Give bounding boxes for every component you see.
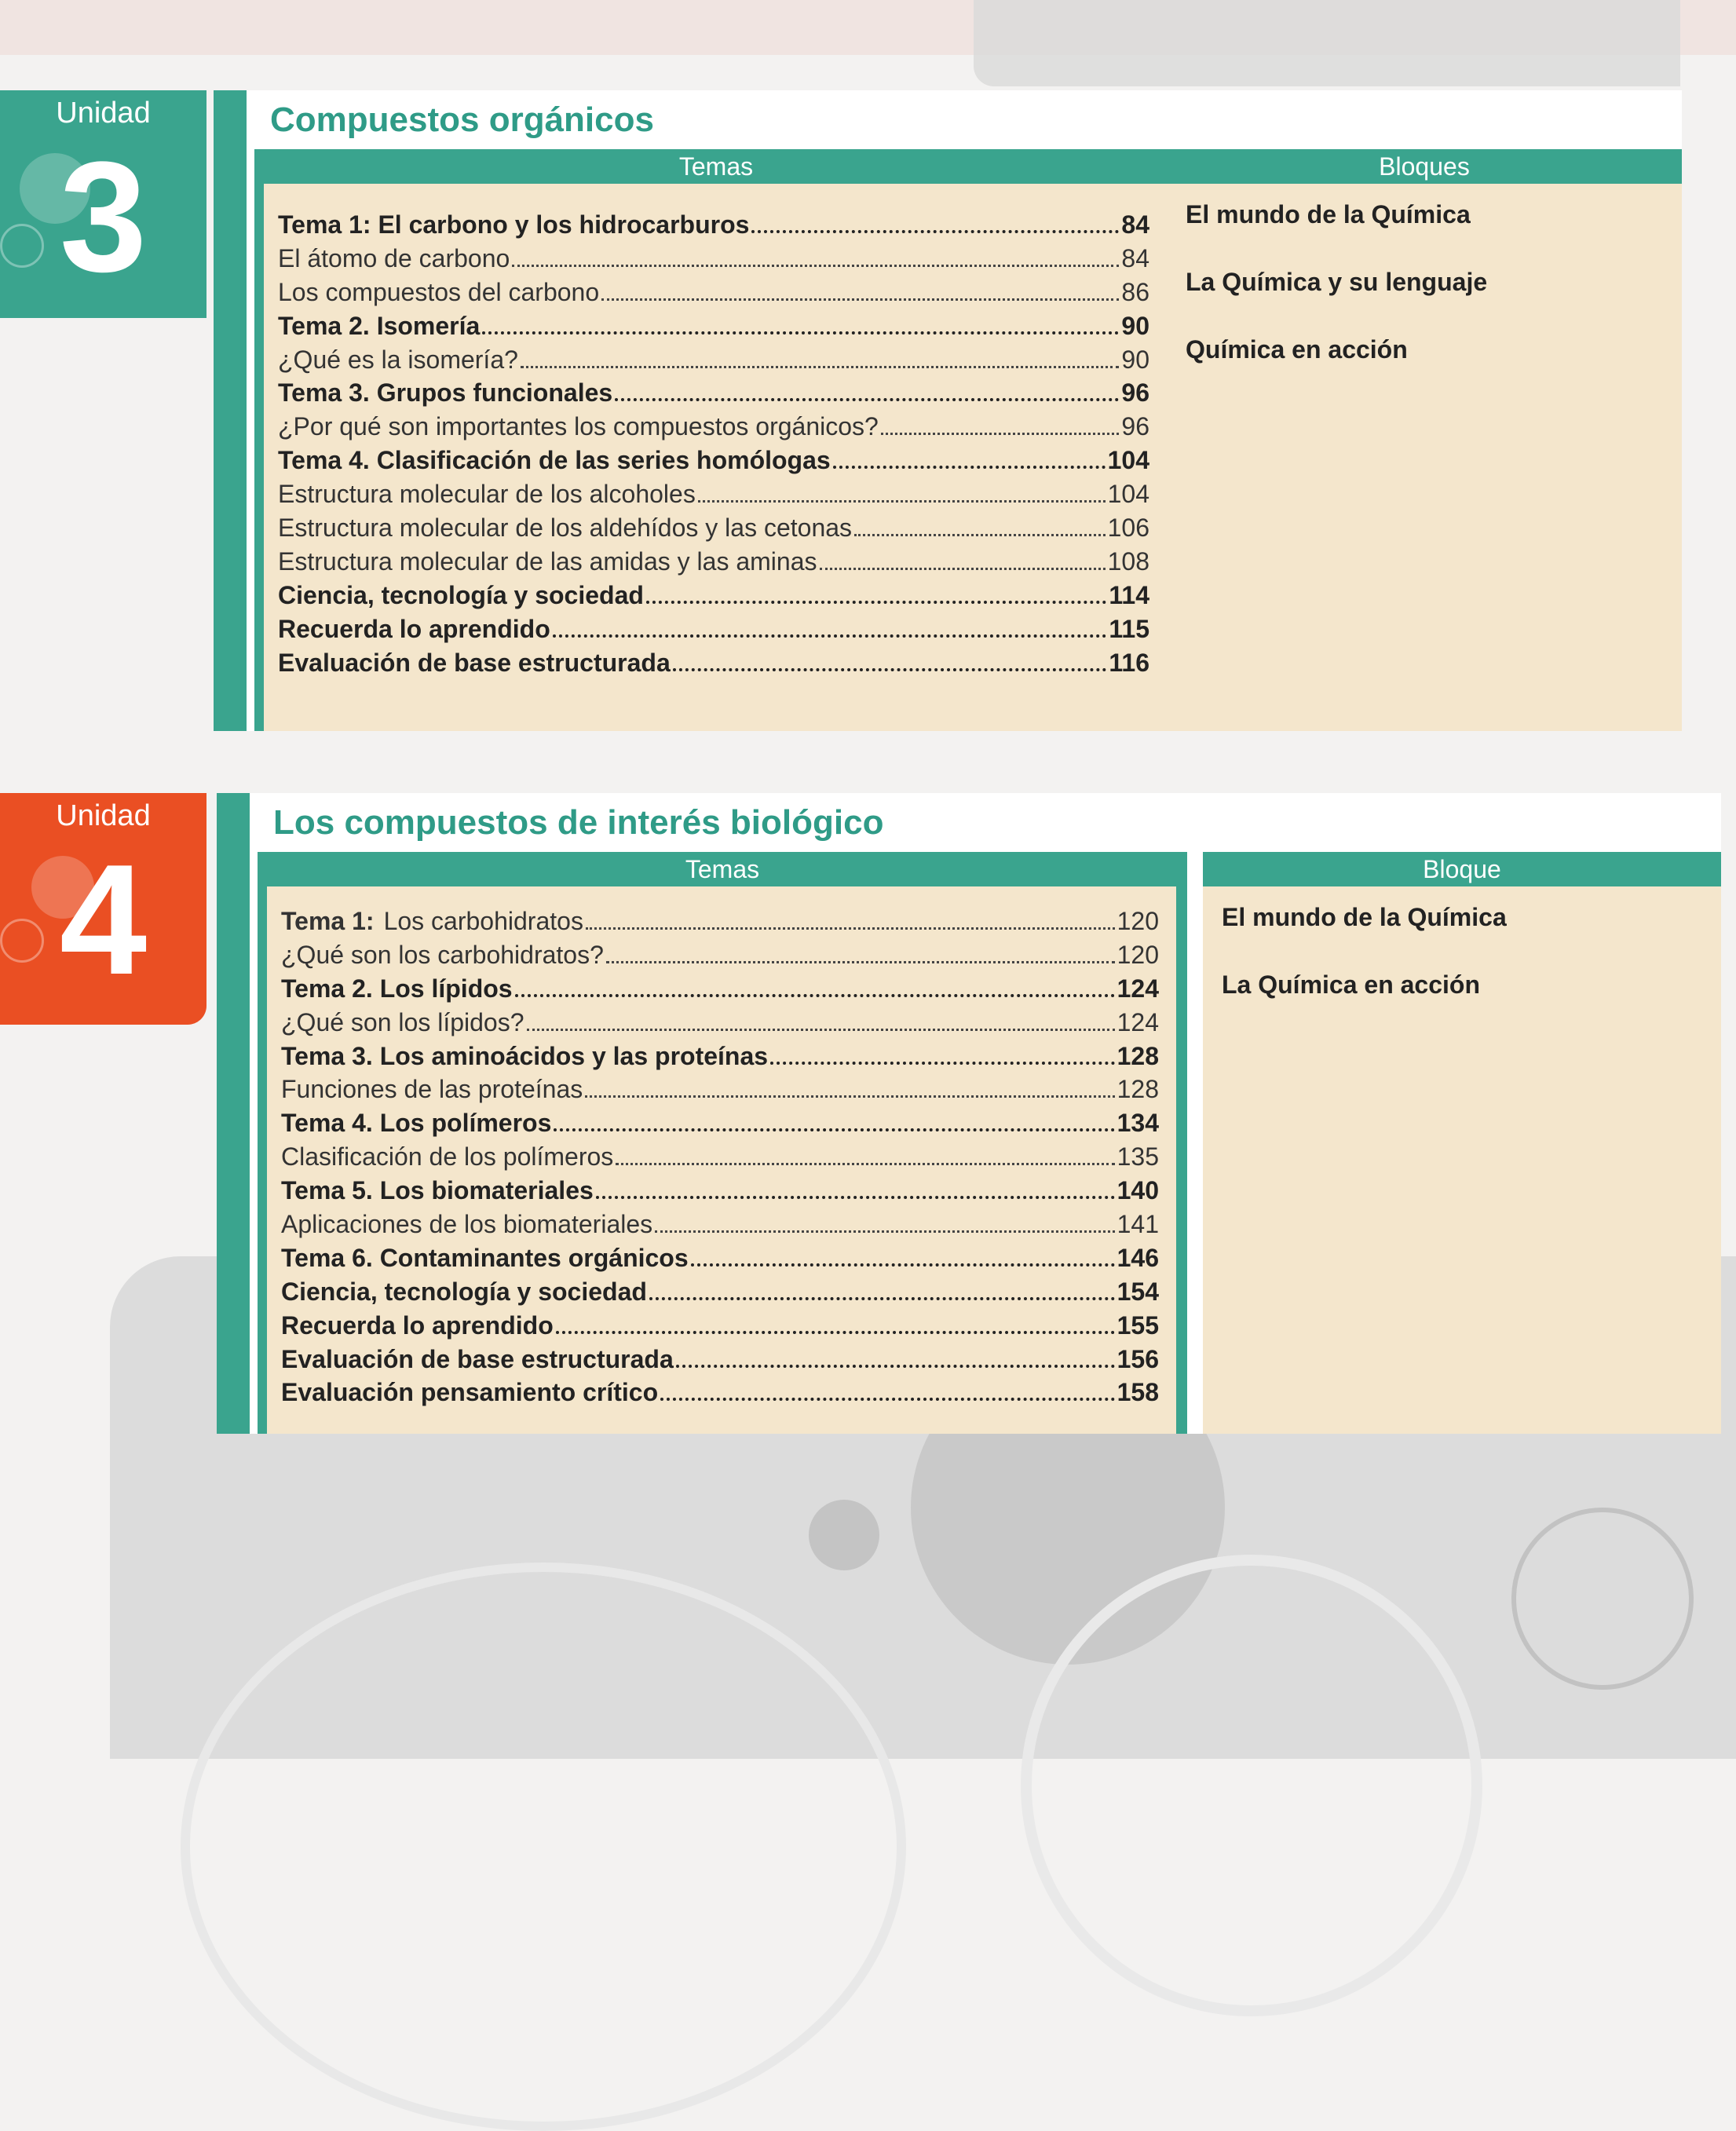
unit-3-card	[214, 90, 1682, 731]
toc-entry	[278, 446, 1149, 480]
temas-panel	[254, 149, 1178, 731]
toc-entry-page: 120	[1117, 907, 1159, 935]
dot-leader	[556, 1331, 1115, 1334]
toc-entry-label: ¿Qué son los lípidos?	[281, 1007, 524, 1036]
dot-leader	[596, 1196, 1115, 1199]
toc-entry-label: Tema 6. Contaminantes orgánicos	[281, 1243, 689, 1272]
toc-entry	[281, 1075, 1159, 1109]
toc-entry	[281, 1008, 1159, 1042]
toc-entry	[281, 1311, 1159, 1345]
background-ring	[1511, 1508, 1694, 1690]
toc-entry-page: 84	[1121, 210, 1149, 239]
toc-entry	[281, 1210, 1159, 1244]
background-circle	[809, 1500, 879, 1570]
toc-entry	[281, 1176, 1159, 1210]
dot-leader	[553, 634, 1107, 638]
toc-entry-label: Estructura molecular de las amidas y las aminas	[278, 546, 817, 576]
toc-entry-label: Estructura molecular de los alcoholes	[278, 480, 696, 509]
toc-entry	[281, 974, 1159, 1008]
bloque-item: El mundo de la Química	[1186, 200, 1471, 228]
bloques-list	[1222, 897, 1507, 1033]
toc-entry	[278, 312, 1149, 345]
toc-entry	[281, 1345, 1159, 1379]
toc-entry	[278, 412, 1149, 446]
dot-leader	[527, 1029, 1115, 1031]
toc-entry	[281, 1378, 1159, 1412]
dot-leader	[881, 433, 1120, 435]
toc-entry-label: Tema 3. Los aminoácidos y las proteínas	[281, 1041, 769, 1070]
dot-leader	[698, 500, 1106, 503]
toc-entry	[281, 1244, 1159, 1278]
toc-entry	[281, 1142, 1159, 1176]
dot-leader	[854, 534, 1106, 536]
dot-leader	[676, 1365, 1115, 1368]
toc-entry	[278, 480, 1149, 514]
dot-leader	[512, 265, 1119, 267]
toc-entry	[278, 581, 1149, 615]
toc-entry-label: Funciones de las proteínas	[281, 1075, 583, 1104]
dot-leader	[673, 668, 1107, 671]
bloque-item: La Química en acción	[1222, 970, 1480, 999]
background-ring	[181, 1563, 906, 2131]
toc-entry-label: Recuerda lo aprendido	[281, 1310, 554, 1340]
toc-entry	[281, 941, 1159, 974]
toc-entry-page: 106	[1107, 514, 1149, 543]
toc-entry	[278, 345, 1149, 379]
bloques-panel	[1203, 852, 1721, 1434]
unit-4-card	[217, 793, 1721, 1434]
toc-entry-page: 96	[1121, 378, 1149, 408]
table-of-contents	[278, 210, 1149, 682]
toc-entry	[278, 649, 1149, 682]
toc-entry-label: Tema 3. Grupos funcionales	[278, 378, 613, 408]
dot-leader	[616, 1163, 1114, 1165]
toc-entry-label	[281, 907, 583, 936]
toc-entry-text: Los carbohidratos	[383, 907, 583, 935]
dot-leader	[820, 568, 1106, 570]
toc-entry-label: Clasificación de los polímeros	[281, 1142, 614, 1172]
toc-entry-label: Evaluación de base estructurada	[281, 1344, 674, 1373]
toc-entry-label: Tema 2. Los lípidos	[281, 974, 513, 1003]
toc-entry-page: 115	[1109, 614, 1149, 643]
toc-entry-page: 128	[1117, 1075, 1159, 1104]
toc-entry-prefix: Tema 1:	[281, 907, 375, 935]
table-of-contents	[281, 907, 1159, 1412]
dot-leader	[482, 331, 1119, 334]
toc-entry-page: 158	[1117, 1378, 1159, 1407]
toc-entry-page: 154	[1117, 1277, 1159, 1306]
background-ring	[1021, 1555, 1482, 2016]
toc-entry	[278, 378, 1149, 412]
dot-leader	[606, 961, 1115, 963]
toc-entry	[278, 244, 1149, 278]
toc-entry	[278, 547, 1149, 581]
bloque-item: La Química y su lenguaje	[1186, 268, 1488, 296]
toc-entry-label: Evaluación de base estructurada	[278, 648, 671, 677]
dot-leader	[649, 1297, 1115, 1300]
toc-entry-label: Los compuestos del carbono	[278, 277, 600, 306]
bloque-item: Química en acción	[1186, 335, 1408, 364]
bloques-list	[1186, 195, 1487, 397]
toc-entry-label: Tema 4. Clasificación de las series homólogas	[278, 446, 831, 475]
unit-number: 3	[59, 130, 148, 305]
toc-entry-page: 114	[1109, 580, 1149, 609]
toc-entry-page: 141	[1117, 1210, 1159, 1239]
toc-entry-label: Evaluación pensamiento crítico	[281, 1378, 659, 1407]
dot-leader	[554, 1128, 1114, 1131]
toc-entry-label: ¿Por qué son importantes los compuestos orgánicos?	[278, 412, 879, 441]
dot-leader	[770, 1062, 1115, 1065]
toc-entry-label: Tema 5. Los biomateriales	[281, 1176, 594, 1205]
toc-entry-page: 135	[1117, 1142, 1159, 1172]
dot-leader	[691, 1263, 1115, 1267]
toc-entry-page: 155	[1117, 1310, 1159, 1340]
dot-leader	[646, 601, 1106, 604]
toc-entry	[278, 514, 1149, 547]
toc-entry	[281, 907, 1159, 941]
dot-leader	[601, 298, 1119, 301]
toc-entry-label: Ciencia, tecnología y sociedad	[281, 1277, 647, 1306]
bloques-header: Bloques	[1167, 149, 1682, 184]
temas-panel	[258, 852, 1187, 1434]
dot-leader	[833, 466, 1106, 469]
toc-entry-page: 124	[1117, 1007, 1159, 1036]
dot-leader	[615, 398, 1119, 401]
unit-3-badge	[0, 90, 206, 318]
toc-entry	[278, 210, 1149, 244]
unit-title: Los compuestos de interés biológico	[273, 803, 884, 842]
dot-leader	[751, 230, 1119, 233]
dot-leader	[586, 927, 1115, 930]
toc-entry-page: 116	[1109, 648, 1149, 677]
dot-leader	[655, 1230, 1114, 1233]
toc-entry	[281, 1278, 1159, 1311]
toc-entry-label: Tema 1: El carbono y los hidrocarburos	[278, 210, 750, 239]
dot-leader	[660, 1398, 1114, 1401]
bloque-item: El mundo de la Química	[1222, 903, 1507, 931]
dot-leader	[585, 1095, 1114, 1098]
toc-entry-label: Tema 2. Isomería	[278, 311, 481, 340]
toc-entry-page: 90	[1121, 345, 1149, 374]
temas-header: Temas	[254, 149, 1178, 184]
toc-entry-page: 156	[1117, 1344, 1159, 1373]
toc-entry	[281, 1042, 1159, 1076]
toc-entry-page: 134	[1117, 1109, 1159, 1138]
toc-entry-page: 120	[1117, 940, 1159, 969]
bloques-panel	[1167, 149, 1682, 731]
toc-entry	[278, 278, 1149, 312]
toc-entry-label: ¿Qué son los carbohidratos?	[281, 940, 604, 969]
toc-entry-page: 84	[1121, 243, 1149, 272]
toc-entry-page: 128	[1117, 1041, 1159, 1070]
unit-label: Unidad	[56, 97, 151, 130]
toc-entry	[281, 1109, 1159, 1142]
background-top-box	[974, 0, 1680, 86]
unit-4-badge	[0, 793, 206, 1025]
dot-leader	[515, 994, 1115, 997]
toc-entry-page: 146	[1117, 1243, 1159, 1272]
bloques-header: Bloque	[1203, 852, 1721, 886]
dot-leader	[521, 366, 1120, 368]
toc-entry-page: 90	[1121, 311, 1149, 340]
toc-entry-label: Estructura molecular de los aldehídos y las cetonas	[278, 514, 853, 543]
toc-entry-page: 140	[1117, 1176, 1159, 1205]
toc-entry-page: 96	[1121, 412, 1149, 441]
toc-entry-label: El átomo de carbono	[278, 243, 510, 272]
toc-entry-page: 86	[1121, 277, 1149, 306]
unit-title: Compuestos orgánicos	[270, 101, 654, 139]
unit-number: 4	[59, 832, 148, 1007]
temas-header: Temas	[258, 852, 1187, 886]
toc-entry-label: Recuerda lo aprendido	[278, 614, 550, 643]
toc-entry-page: 108	[1107, 546, 1149, 576]
unit-label: Unidad	[56, 799, 151, 832]
toc-entry	[278, 615, 1149, 649]
toc-entry-page: 104	[1107, 446, 1149, 475]
toc-entry-label: Ciencia, tecnología y sociedad	[278, 580, 644, 609]
toc-entry-label: Aplicaciones de los biomateriales	[281, 1210, 653, 1239]
toc-entry-page: 124	[1117, 974, 1159, 1003]
toc-entry-label: Tema 4. Los polímeros	[281, 1109, 552, 1138]
toc-entry-page: 104	[1107, 480, 1149, 509]
toc-entry-label: ¿Qué es la isomería?	[278, 345, 518, 374]
